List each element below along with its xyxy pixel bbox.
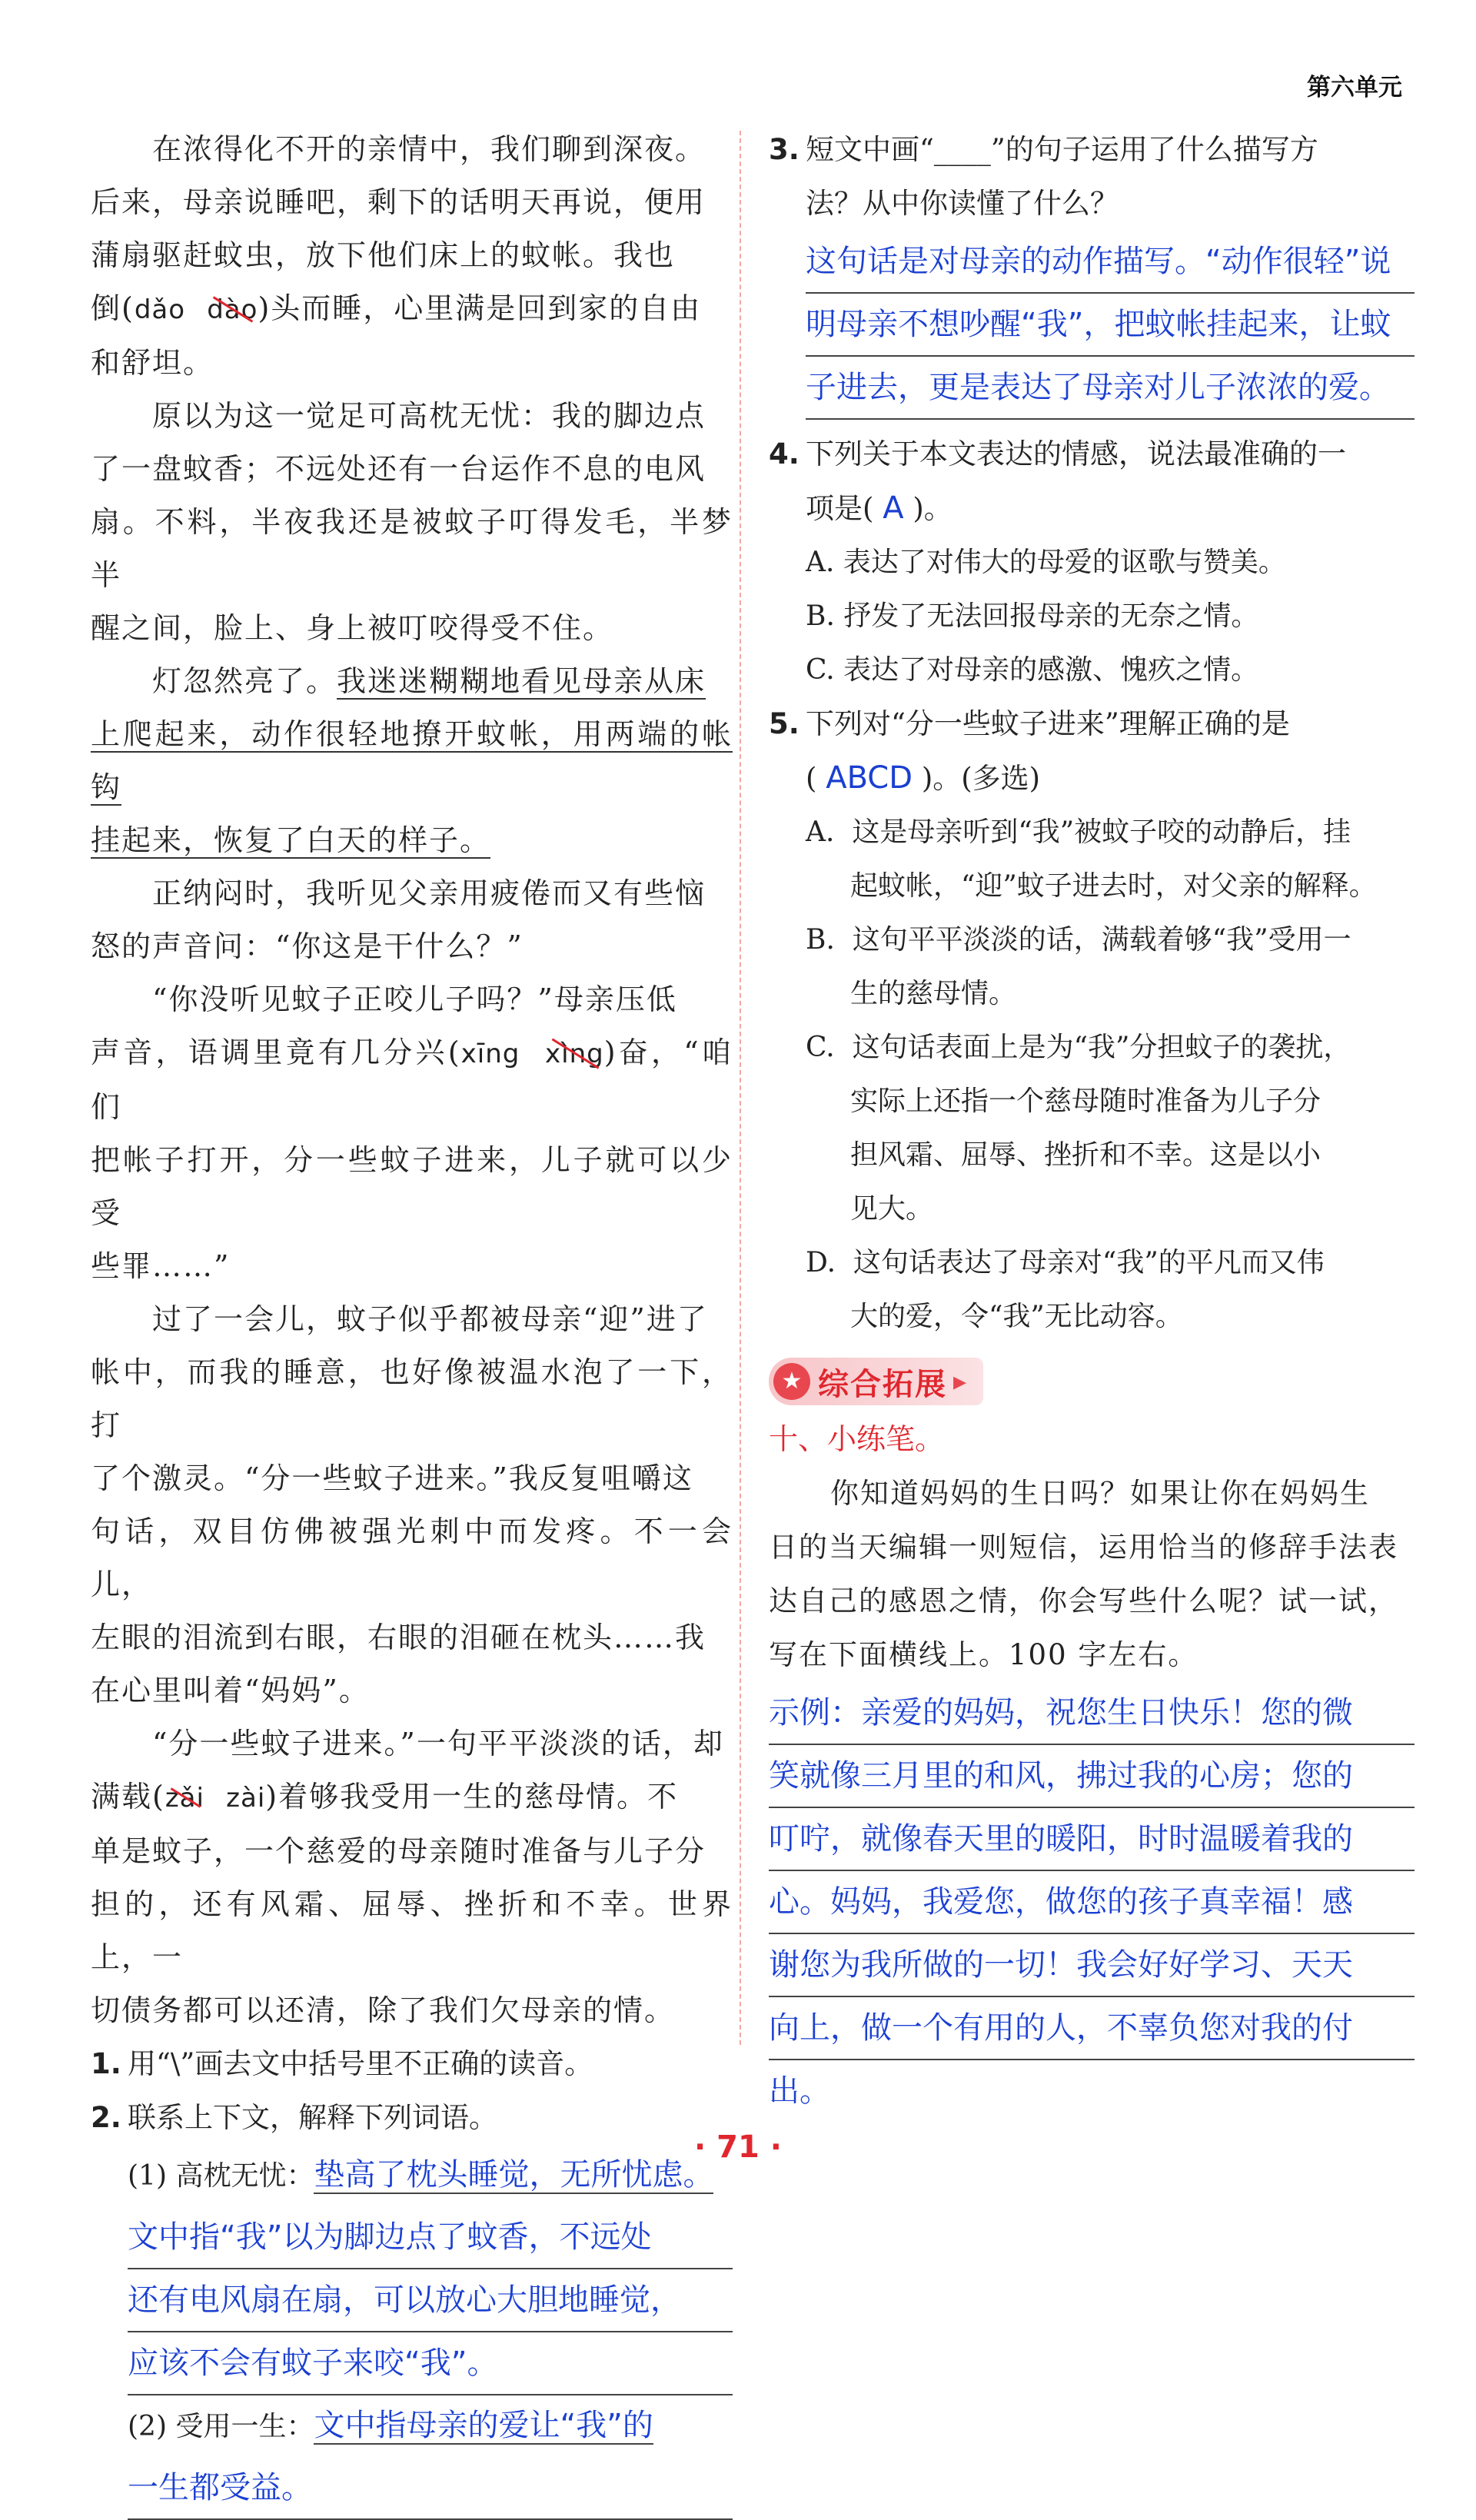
page-number: · 71 · <box>694 2129 782 2165</box>
pinyin-struck: dào <box>207 294 258 325</box>
q5-option-a: A. 这是母亲听到“我”被蚊子咬的动静后，挂 起蚊帐，“迎”蚊子进去时，对父亲的解释。 <box>806 816 1377 902</box>
q3-answer-line-1: 这句话是对母亲的动作描写。“动作很轻”说 <box>806 231 1414 294</box>
question-1: 1. 用“\”画去文中括号里不正确的读音。 <box>91 2047 593 2080</box>
question-4: 4. 下列关于本文表达的情感，说法最准确的一 项是( A )。 A. 表达了对伟大的母爱的讴歌与赞美。 B. 抒发了无法回报母亲的无奈之情。 C. 表达了对母亲的感激、愧疚之情。 <box>769 427 1414 697</box>
column-divider <box>740 131 741 2045</box>
q2-sub-1: (1) 高枕无忧：垫高了枕头睡觉，无所忧虑。 <box>128 2157 714 2193</box>
q4-answer: A <box>883 490 904 526</box>
passage-paragraph-2: 原以为这一觉足可高枕无忧：我的脚边点 了一盘蚊香；不远处还有一台运作不息的电风 扇。不料，半夜我还是被蚊子叮得发毛，半梦半 醒之间，脸上、身上被叮咬得受不住。 <box>91 399 733 645</box>
q5-option-c: C. 这句话表面上是为“我”分担蚊子的袭扰， 实际上还指一个慈母随时准备为儿子分 担风霜、屈辱、挫折和不幸。这是以小 见大。 <box>806 1032 1351 1225</box>
questions-column <box>769 123 1414 2122</box>
passage-paragraph-4: 正纳闷时，我听见父亲用疲倦而又有些恼 怒的声音问：“你这是干什么？” <box>91 876 706 963</box>
chevron-right-icon: ▸ <box>953 1366 967 1397</box>
q2-answer-1-line-3: 还有电风扇在扇，可以放心大胆地睡觉， <box>128 2269 733 2332</box>
q3-answer-line-3: 子进去，更是表达了母亲对儿子浓浓的爱。 <box>806 357 1414 420</box>
q2-answer-2-line-1: 文中指母亲的爱让“我”的 <box>314 2408 653 2443</box>
pinyin-struck: zǎi <box>165 1783 204 1814</box>
passage-paragraph-3: 灯忽然亮了。我迷迷糊糊地看见母亲从床 上爬起来，动作很轻地撩开蚊帐，用两端的帐钩 挂起来，恢复了白天的样子。 <box>91 664 733 857</box>
star-icon: ★ <box>773 1363 810 1400</box>
question-3: 3. 短文中画“____”的句子运用了什么描写方 法？从中你读懂了什么？ 这句话是对母亲的动作描写。“动作很轻”说 明母亲不想吵醒“我”，把蚊帐挂起来，让蚊 子进去，更是表达了母亲对儿子浓浓的爱。 <box>769 123 1414 420</box>
passage-paragraph-6: 过了一会儿，蚊子似乎都被母亲“迎”进了 帐中，而我的睡意，也好像被温水泡了一下，打 了个激灵。“分一些蚊子进来。”我反复咀嚼这 句话，双目仿佛被强光刺中而发疼。不一会儿， 左眼的泪流到右眼，右眼的泪砸在枕头……我 在心里叫着“妈妈”。 <box>91 1302 733 1707</box>
q2-answer-2-line-2: 一生都受益。 <box>128 2457 733 2520</box>
q2-answer-1-line-4: 应该不会有蚊子来咬“我”。 <box>128 2332 733 2395</box>
passage-paragraph-1: 在浓得化不开的亲情中，我们聊到深夜。 后来，母亲说睡吧，剩下的话明天再说，便用 蒲扇驱赶蚊虫，放下他们床上的蚊帐。我也 倒(dǎo dào)头而睡，心里满是回到家的自由 和舒坦。 <box>91 132 706 380</box>
q4-option-c: C. 表达了对母亲的感激、愧疚之情。 <box>806 654 1259 686</box>
unit-label: 第六单元 <box>1307 74 1402 101</box>
passage-paragraph-7: “分一些蚊子进来。”一句平平淡淡的话，却 满载(zǎi zài)着够我受用一生的慈母情。不 单是蚊子，一个慈爱的母亲随时准备与儿子分 担的，还有风霜、屈辱、挫折和不幸。世界上，一 切债务都可以还清，除了我们欠母亲的情。 <box>91 1727 733 2027</box>
question-2: 2. 联系上下文，解释下列词语。 (1) 高枕无忧：垫高了枕头睡觉，无所忧虑。 文中指“我”以为脚边点了蚊香，不远处 还有电风扇在扇，可以放心大胆地睡觉， 应该不会有蚊子来咬“我”。 (2) 受用一生：文中指母亲的爱让“我”的 一生都受益。 <box>91 2091 733 2520</box>
pinyin-option: dǎo <box>134 294 186 325</box>
q2-answer-1-line-2: 文中指“我”以为脚边点了蚊香，不远处 <box>128 2206 733 2269</box>
section-title: 十、小练笔。 <box>769 1422 945 1456</box>
q5-option-b: B. 这句平平淡淡的话，满载着够“我”受用一 生的慈母情。 <box>806 924 1351 1009</box>
question-5: 5. 下列对“分一些蚊子进来”理解正确的是 ( ABCD )。(多选) A. 这是母亲听到“我”被蚊子咬的动静后，挂 起蚊帐，“迎”蚊子进去时，对父亲的解释。 B. 这句平平淡淡的话，满载着够“我”受用一 生的慈母情。 C. 这句话表面上是为“我”分担蚊子的袭扰， 实际上还指一个慈母随时准备为儿子分 担风霜、屈辱、挫折和不幸。这是以小 见大。 D. 这句话表达了母亲对“我”的平凡而又伟 大的爱，令“我”无比动容。 <box>769 697 1414 1344</box>
q5-option-d: D. 这句话表达了母亲对“我”的平凡而又伟 大的爱，令“我”无比动容。 <box>806 1247 1325 1332</box>
writing-answer: 示例：亲爱的妈妈，祝您生日快乐！您的微 笑就像三月里的和风，拂过我的心房；您的 叮咛，就像春天里的暖阳，时时温暖着我的 心。妈妈，我爱您，做您的孩子真幸福！感 谢您为我所做的一切！我会好好学习、天天 向上，做一个有用的人，不辜负您对我的付 出。 <box>769 1682 1414 2122</box>
passage-paragraph-5: “你没听见蚊子正咬儿子吗？”母亲压低 声音，语调里竟有几分兴(xīng xìng)奋，“咱们 把帐子打开，分一些蚊子进来，儿子就可以少受 些罪……” <box>91 982 733 1283</box>
q3-answer-line-2: 明母亲不想吵醒“我”，把蚊帐挂起来，让蚊 <box>806 294 1414 357</box>
pinyin-struck: xìng <box>545 1039 604 1069</box>
q2-answer-1-line-1: 垫高了枕头睡觉，无所忧虑。 <box>314 2157 714 2193</box>
q4-option-b: B. 抒发了无法回报母亲的无奈之情。 <box>806 600 1259 632</box>
extension-banner: ★ 综合拓展 ▸ <box>769 1358 983 1405</box>
writing-prompt: 你知道妈妈的生日吗？如果让你在妈妈生 日的当天编辑一则短信，运用恰当的修辞手法表 达自己的感恩之情，你会写些什么呢？试一试， 写在下面横线上。100 字左右。 <box>769 1477 1398 1671</box>
underlined-sentence: 我迷迷糊糊地看见母亲从床 <box>337 664 706 698</box>
q4-option-a: A. 表达了对伟大的母爱的讴歌与赞美。 <box>806 547 1286 578</box>
q5-answer: ABCD <box>826 760 913 796</box>
q2-sub-2: (2) 受用一生：文中指母亲的爱让“我”的 <box>128 2408 653 2443</box>
